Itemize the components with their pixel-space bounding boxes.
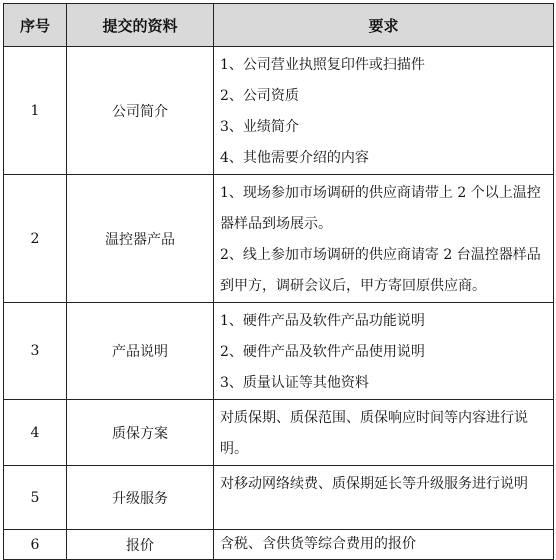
table-row: [4, 466, 554, 530]
requirements-table: [3, 3, 554, 560]
requirement-line: 对质保期、质保范围、质保响应时间等内容进行说明。: [220, 410, 528, 457]
requirement-line: 2、硬件产品及软件产品使用说明: [220, 344, 425, 360]
table-header-row: [4, 4, 554, 47]
header-requirements: 要求: [214, 4, 554, 47]
row-number: 4: [4, 400, 67, 466]
requirement-line: 对移动网络续费、质保期延长等升级服务进行说明: [220, 476, 528, 492]
header-materials: 提交的资料: [67, 4, 214, 47]
row-number: 1: [4, 47, 67, 175]
requirement-line: 2、公司资质: [220, 88, 299, 104]
row-requirements: [214, 466, 554, 530]
table-row: [4, 47, 554, 175]
row-number: 5: [4, 466, 67, 530]
requirement-line: 含税、含供货等综合费用的报价: [220, 536, 416, 552]
row-requirements: [214, 303, 554, 400]
requirement-line: 1、现场参加市场调研的供应商请带上 2 个以上温控器样品到场展示。: [220, 185, 541, 232]
row-requirements: [214, 400, 554, 466]
table-row: [4, 400, 554, 466]
row-number: 2: [4, 175, 67, 303]
row-requirements: [214, 530, 554, 560]
row-item: 温控器产品: [67, 175, 214, 303]
table-row: [4, 303, 554, 400]
row-number: 6: [4, 530, 67, 560]
header-serial: 序号: [4, 4, 67, 47]
row-item: 公司简介: [67, 47, 214, 175]
row-item: 报价: [67, 530, 214, 560]
requirement-line: 3、业绩简介: [220, 119, 299, 135]
row-requirements: [214, 47, 554, 175]
row-requirements: [214, 175, 554, 303]
table-row: [4, 530, 554, 560]
requirement-line: 4、其他需要介绍的内容: [220, 150, 369, 166]
requirement-line: 2、线上参加市场调研的供应商请寄 2 台温控器样品到甲方，调研会议后，甲方寄回原供应商。: [220, 247, 541, 294]
row-number: 3: [4, 303, 67, 400]
requirement-line: 3、质量认证等其他资料: [220, 375, 369, 391]
table-row: [4, 175, 554, 303]
row-item: 升级服务: [67, 466, 214, 530]
requirement-line: 1、公司营业执照复印件或扫描件: [220, 57, 425, 73]
row-item: 产品说明: [67, 303, 214, 400]
row-item: 质保方案: [67, 400, 214, 466]
requirement-line: 1、硬件产品及软件产品功能说明: [220, 313, 425, 329]
